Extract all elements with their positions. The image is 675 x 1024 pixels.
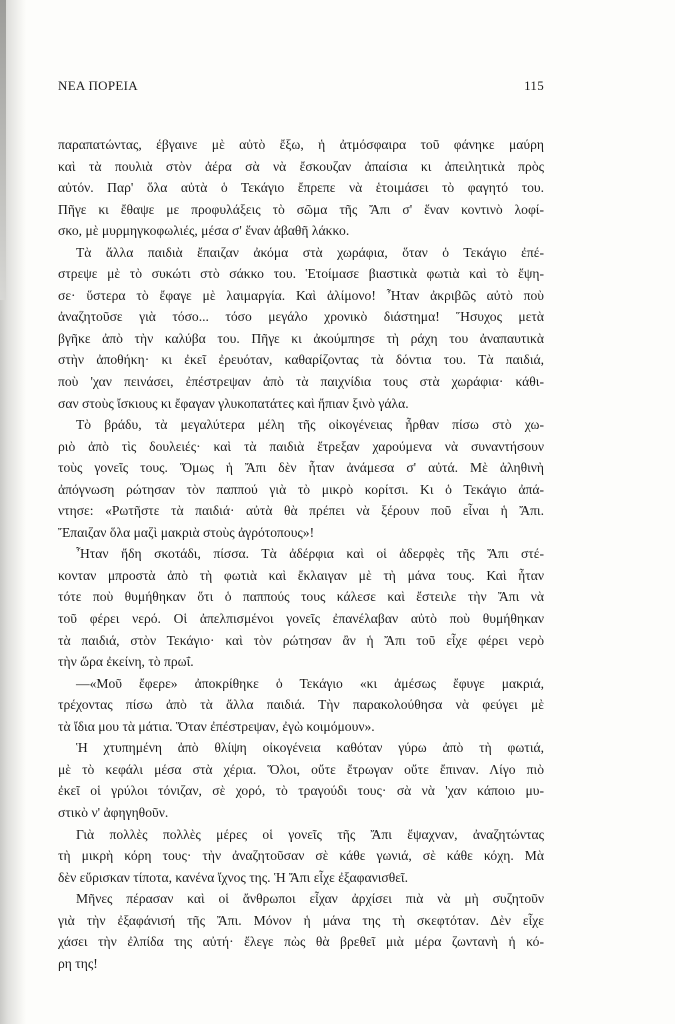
text-line: τὰ παιδιά, στὸν Τεκάγιο· καὶ τὸν ρώτησαν ἂν ἡ Ἄπι τοῦ εἶχε φέρει νερὸ: [58, 632, 544, 648]
text-line: Μῆνες πέρασαν καὶ οἱ ἄνθρωποι εἶχαν ἀρχίσει πιὰ νὰ μὴ συζητοῦν: [76, 891, 544, 907]
text-line: μὲ τὸ κεφάλι μέσα στὰ χέρια. Ὅλοι, οὔτε ἔτρωγαν οὔτε ἔπιναν. Λίγο πιὸ: [58, 761, 544, 777]
text-line: χάσει τὴν ἐλπίδα της αὐτή· ἔλεγε πὼς θὰ βρεθεῖ μιὰ μέρα ζωντανὴ ἡ κό-: [58, 934, 544, 950]
text-line: αὐτόν. Παρ' ὅλα αὐτὰ ὁ Τεκάγιο ἔπρεπε νὰ ἑτοιμάσει τὸ φαγητό του.: [58, 180, 544, 196]
text-line: καὶ τὰ πουλιὰ στὸν ἀέρα σὰ νὰ ἔσκουζαν ἀπαίσια κι ἀπειλητικὰ πρὸς: [58, 158, 544, 174]
text-line: Τὸ βράδυ, τὰ μεγαλύτερα μέλη τῆς οἰκογένειας ἦρθαν πίσω στὸ χω-: [76, 417, 544, 433]
text-line: τότε ποὺ θυμήθηκαν ὅτι ὁ παππούς τους κάλεσε καὶ ἔστειλε τὴν Ἄπι νὰ: [58, 589, 544, 605]
text-line: στὴν ἀποθήκη· κι ἐκεῖ ἐρευόταν, καθαρίζοντας τὰ δόντια του. Τὰ παιδιά,: [58, 352, 544, 368]
text-line: τὴ μικρὴ κόρη τους· τὴν ἀναζητοῦσαν σὲ κάθε γωνιά, σὲ κάθε κόχη. Μὰ: [58, 848, 544, 864]
running-head: ΝΕΑ ΠΟΡΕΙΑ: [58, 78, 138, 93]
text-line: ἐκεῖ οἱ γρύλοι τόνιζαν, σὲ χορό, τὸ τραγούδι τους· σὰ νὰ 'χαν κάποιο μυ-: [58, 783, 544, 799]
text-line: δὲν εὕρισκαν τίποτα, κανένα ἴχνος της. Ἡ Ἄπι εἶχε ἐξαφανισθεῖ.: [58, 869, 408, 885]
body-text: [58, 134, 544, 974]
text-line: στικὸ ν' ἀφηγηθοῦν.: [58, 804, 169, 820]
text-line: σε· ὕστερα τὸ ἔφαγε μὲ λαιμαργία. Καὶ ἀλίμονο! Ἦταν ἀκριβῶς αὐτὸ ποὺ: [58, 287, 544, 303]
text-line: ρη της!: [58, 955, 98, 971]
page-number: 115: [524, 78, 544, 93]
text-line: Ἦταν ἤδη σκοτάδι, πίσσα. Τὰ ἀδέρφια καὶ οἱ ἀδερφὲς τῆς Ἄπι στέ-: [76, 546, 544, 562]
text-line: Τὰ ἄλλα παιδιὰ ἔπαιζαν ἀκόμα στὰ χωράφια, ὅταν ὁ Τεκάγιο ἐπέ-: [76, 244, 544, 260]
page-binding-shadow-dark: [0, 0, 6, 300]
text-line: κονταν μπροστὰ ἀπὸ τὴ φωτιὰ καὶ ἔκλαιγαν μὲ τὴ μάνα τους. Καὶ ἦταν: [58, 567, 544, 583]
text-line: τὴν ὥρα ἐκείνη, τὸ πρωΐ.: [58, 654, 194, 670]
text-line: τοὺς γονεῖς τους. Ὅμως ἡ Ἄπι δὲν ἦταν ἀνάμεσα σ' αὐτά. Μὲ ἀληθινὴ: [58, 460, 544, 476]
text-line: τοῦ φέρει νερό. Οἱ ἀπελπισμένοι γονεῖς ἐπανέλαβαν αὐτὸ ποὺ θυμήθηκαν: [58, 611, 544, 627]
text-line: τὰ ἴδια μου τὰ μάτια. Ὅταν ἐπέστρεψαν, ἐγὼ κοιμόμουν».: [58, 718, 375, 734]
text-line: τρέχοντας πίσω ἀπὸ τὰ ἄλλα παιδιά. Τὴν παρακολούθησα νὰ φεύγει μὲ: [58, 697, 544, 713]
text-line: στρεψε μὲ τὸ συκώτι στὸ σάκκο του. Ἑτοίμασε βιαστικὰ φωτιὰ καὶ τὸ ἔψη-: [58, 266, 544, 282]
text-line: Ἔπαιζαν ὅλα μαζὶ μακριὰ στοὺς ἀγρότοπους»!: [58, 524, 315, 540]
text-line: βγῆκε ἀπὸ τὴν καλύβα του. Πῆγε κι ἀκούμπησε τὴ ράχη του ἀναπαυτικὰ: [58, 330, 544, 346]
page-header: [58, 78, 544, 98]
text-line: παραπατώντας, έβγαινε μὲ αὐτὸ ἔξω, ἡ ἀτμόσφαιρα τοῦ φάνηκε μαύρη: [58, 137, 544, 152]
text-line: ντησε: «Ρωτῆστε τὰ παιδιά· αὐτὰ θὰ πρέπει νὰ ξέρουν ποῦ εἶναι ἡ Ἄπι.: [58, 503, 544, 519]
text-line: ἀπόγνωση ρώτησαν τὸν παππού γιὰ τὸ μικρὸ κορίτσι. Κι ὁ Τεκάγιο ἀπά-: [58, 481, 544, 497]
text-line: —«Μοῦ ἔφερε» ἀποκρίθηκε ὁ Τεκάγιο «κι ἀμέσως ἔφυγε μακριά,: [76, 675, 544, 691]
text-line: ποὺ 'χαν πεινάσει, ἐπέστρεψαν ἀπὸ τὰ παιχνίδια τους στὰ χωράφια· κάθι-: [58, 374, 544, 390]
text-line: ἀναζητοῦσε γιὰ τόσο... τόσο μεγάλο χρονικὸ διάστημα! Ἥσυχος μετὰ: [58, 309, 544, 325]
text-line: σκο, μὲ μυρμηγκοφωλιές, μέσα σ' ἕναν ἀβαθῆ λάκκο.: [58, 223, 350, 239]
text-line: σαν στοὺς ἴσκιους κι ἔφαγαν γλυκοπατάτες καὶ ἤπιαν ξινὸ γάλα.: [58, 395, 409, 411]
text-line: Πῆγε κι ἔθαψε με προφυλάξεις τὸ σῶμα τῆς Ἄπι σ' ἕναν κοντινὸ λοφί-: [58, 201, 544, 217]
text-line: ριὸ ἀπὸ τὶς δουλειές· καὶ τὰ παιδιὰ ἔτρεξαν χαρούμενα νὰ συναντήσουν: [58, 438, 544, 454]
text-line: Γιὰ πολλὲς πολλὲς μέρες οἱ γονεῖς τῆς Ἄπι ἔψαχναν, ἀναζητώντας: [76, 826, 544, 842]
text-line: γιὰ τὴν ἐξαφάνισή τῆς Ἄπι. Μόνον ἡ μάνα της τὴ σκεφτόταν. Δὲν εἶχε: [58, 912, 544, 928]
text-line: Ἡ χτυπημένη ἀπὸ θλίψη οἰκογένεια καθόταν γύρω ἀπὸ τὴ φωτιά,: [76, 740, 544, 756]
